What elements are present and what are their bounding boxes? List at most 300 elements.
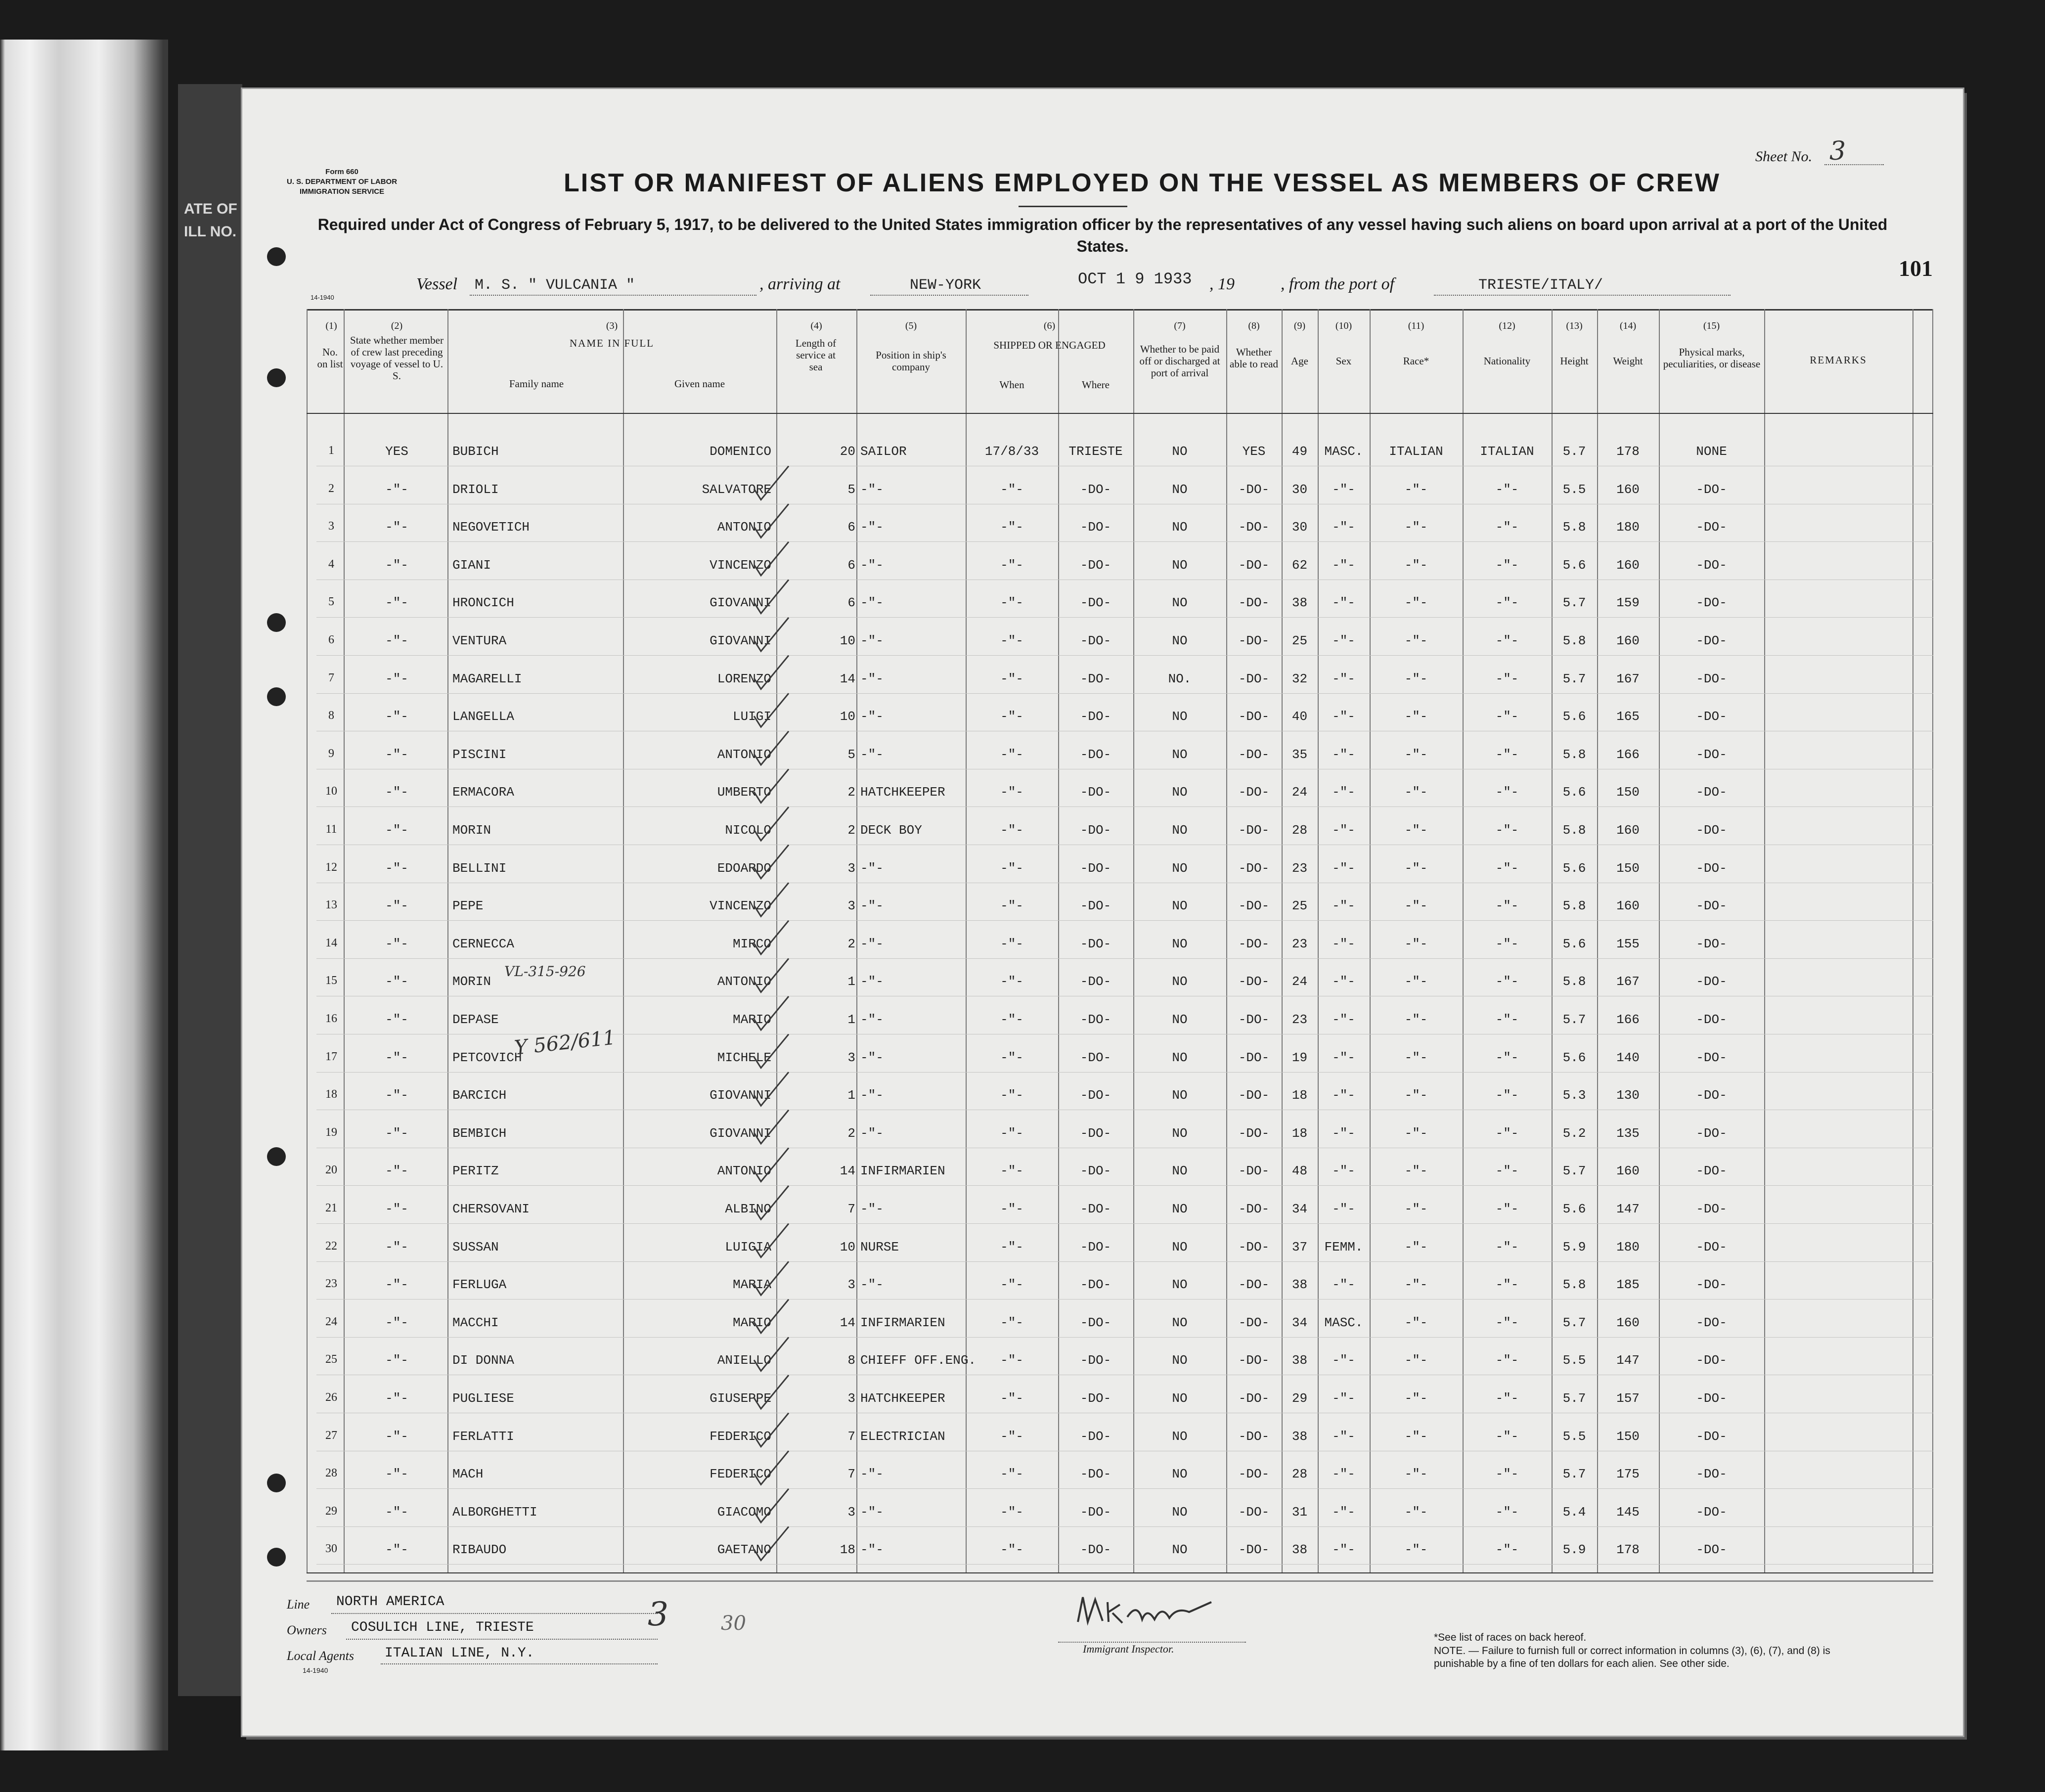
cell-read: -DO- xyxy=(1238,898,1270,914)
cell-where: -DO- xyxy=(1080,671,1111,686)
line-value: NORTH AMERICA xyxy=(336,1594,445,1610)
cell-sex: -"- xyxy=(1332,785,1355,800)
cell-height: 5.7 xyxy=(1562,1164,1586,1179)
cell-no: 4 xyxy=(328,557,334,571)
cell-age: 30 xyxy=(1291,482,1308,497)
cell-sex: -"- xyxy=(1332,974,1355,989)
cell-read: -DO- xyxy=(1238,482,1270,497)
cell-read: -DO- xyxy=(1238,1012,1270,1027)
checkmark xyxy=(754,996,789,1030)
cell-age: 18 xyxy=(1291,1125,1308,1141)
service: IMMIGRATION SERVICE xyxy=(299,187,385,196)
cell-service: 5 xyxy=(847,482,855,497)
cell-where: -DO- xyxy=(1080,785,1111,800)
colnum-6: (6) xyxy=(1043,320,1056,331)
line-label: Line xyxy=(287,1597,310,1612)
cell-position: -"- xyxy=(860,974,884,989)
cell-position: -"- xyxy=(860,1202,884,1216)
col-header-age: Age xyxy=(1291,355,1308,367)
cell-read: -DO- xyxy=(1238,1429,1270,1444)
cell-paid: NO xyxy=(1172,1429,1188,1444)
cell-race: -"- xyxy=(1404,1012,1428,1027)
cell-weight: 130 xyxy=(1616,1088,1640,1103)
checkmark xyxy=(754,504,789,538)
checkmark xyxy=(754,1413,789,1447)
cell-when: -"- xyxy=(1000,1012,1023,1027)
agents-code: 14-1940 xyxy=(303,1666,328,1674)
year-label: , 19 xyxy=(1209,275,1235,293)
cell-height: 5.7 xyxy=(1562,1391,1586,1406)
cell-no: 15 xyxy=(325,974,337,987)
cell-weight: 160 xyxy=(1616,823,1640,838)
cell-marks: -DO- xyxy=(1696,1012,1727,1027)
departure-port: TRIESTE/ITALY/ xyxy=(1478,277,1603,294)
cell-height: 5.8 xyxy=(1562,974,1586,989)
races-note: *See list of races on back hereof. xyxy=(1434,1632,1587,1643)
cell-weight: 185 xyxy=(1616,1277,1640,1293)
cell-age: 18 xyxy=(1291,1088,1308,1103)
cell-no: 9 xyxy=(328,747,334,760)
cell-given: ANTONIO xyxy=(717,520,771,535)
cell-given: MICHELE xyxy=(717,1050,771,1065)
cell-race: -"- xyxy=(1404,1391,1428,1406)
cell-service: 3 xyxy=(847,1504,855,1520)
cell-weight: 178 xyxy=(1616,1542,1640,1558)
cell-read: -DO- xyxy=(1238,1088,1270,1103)
cell-sex: -"- xyxy=(1332,482,1355,497)
cell-service: 1 xyxy=(847,1012,855,1027)
department: U. S. DEPARTMENT OF LABOR xyxy=(287,178,398,186)
cell-sex: -"- xyxy=(1332,860,1355,876)
cell-family: ERMACORA xyxy=(452,785,514,800)
cell-when: -"- xyxy=(1000,595,1023,611)
cell-crew: -"- xyxy=(385,898,408,914)
cell-no: 10 xyxy=(325,785,337,798)
cell-no: 28 xyxy=(325,1467,337,1480)
colnum-11: (11) xyxy=(1408,320,1424,331)
checkmark xyxy=(754,542,789,576)
cell-crew: -"- xyxy=(385,1542,408,1558)
cell-nationality: -"- xyxy=(1495,520,1519,535)
cell-race: -"- xyxy=(1404,747,1428,762)
cell-age: 35 xyxy=(1291,747,1308,762)
cell-when: -"- xyxy=(1000,709,1023,724)
cell-weight: 160 xyxy=(1616,1164,1640,1179)
cell-marks: -DO- xyxy=(1696,671,1727,686)
cell-no: 12 xyxy=(325,860,337,874)
cell-position: HATCHKEEPER xyxy=(860,1391,945,1406)
cell-nationality: -"- xyxy=(1495,1202,1519,1216)
cell-read: -DO- xyxy=(1238,1239,1270,1254)
col-header-when: When xyxy=(999,379,1024,391)
checkmark xyxy=(754,958,789,992)
cell-paid: NO xyxy=(1172,709,1188,724)
cell-nationality: -"- xyxy=(1495,1391,1519,1406)
cell-weight: 167 xyxy=(1616,974,1640,989)
cell-position: -"- xyxy=(860,936,884,951)
cell-race: -"- xyxy=(1404,482,1428,497)
cell-paid: NO xyxy=(1172,444,1188,459)
cell-service: 10 xyxy=(840,1239,855,1254)
cell-where: -DO- xyxy=(1080,595,1111,611)
cell-age: 25 xyxy=(1291,633,1308,648)
cell-service: 6 xyxy=(847,557,855,573)
checkmark xyxy=(754,1261,789,1295)
colnum-14: (14) xyxy=(1619,320,1637,331)
colnum-3: (3) xyxy=(606,320,618,331)
col-header-read: Whether able to read xyxy=(1230,346,1278,370)
cell-age: 31 xyxy=(1291,1504,1308,1520)
cell-nationality: -"- xyxy=(1495,860,1519,876)
cell-where: -DO- xyxy=(1080,1239,1111,1254)
cell-family: BELLINI xyxy=(452,860,507,876)
cell-where: -DO- xyxy=(1080,1429,1111,1444)
cell-nationality: -"- xyxy=(1495,1239,1519,1254)
cell-read: -DO- xyxy=(1238,1315,1270,1330)
cell-age: 25 xyxy=(1291,898,1308,914)
cell-where: -DO- xyxy=(1080,974,1111,989)
cell-crew: -"- xyxy=(385,785,408,800)
cell-crew: -"- xyxy=(385,595,408,611)
colnum-9: (9) xyxy=(1293,320,1306,331)
cell-race: -"- xyxy=(1404,785,1428,800)
cell-nationality: -"- xyxy=(1495,671,1519,686)
cell-sex: -"- xyxy=(1332,1391,1355,1406)
cell-read: -DO- xyxy=(1238,1125,1270,1141)
cell-weight: 166 xyxy=(1616,1012,1640,1027)
line-underline xyxy=(331,1613,658,1614)
cell-marks: -DO- xyxy=(1696,1239,1727,1254)
handwritten-sheet-count: 3 xyxy=(648,1595,668,1633)
cell-no: 14 xyxy=(325,936,337,949)
cell-when: -"- xyxy=(1000,1164,1023,1179)
cell-where: -DO- xyxy=(1080,1467,1111,1482)
arrival-date: OCT 1 9 1933 xyxy=(1078,270,1192,288)
cell-weight: 159 xyxy=(1616,595,1640,611)
cell-read: -DO- xyxy=(1238,520,1270,535)
agents-underline xyxy=(381,1663,658,1664)
cell-paid: NO xyxy=(1172,898,1188,914)
cell-marks: -DO- xyxy=(1696,1164,1727,1179)
cell-position: -"- xyxy=(860,557,884,573)
arriving-port: NEW-YORK xyxy=(910,277,981,294)
checkmark xyxy=(754,807,789,841)
cell-height: 5.5 xyxy=(1562,1353,1586,1368)
cell-given: LORENZO xyxy=(717,671,771,686)
colnum-1: (1) xyxy=(325,320,337,331)
cell-height: 5.9 xyxy=(1562,1542,1586,1558)
checkmark xyxy=(754,769,789,803)
cell-when: -"- xyxy=(1000,1277,1023,1293)
cell-when: -"- xyxy=(1000,1125,1023,1141)
cell-position: -"- xyxy=(860,633,884,648)
checkmark xyxy=(754,466,789,500)
cell-read: -DO- xyxy=(1238,671,1270,686)
cell-marks: -DO- xyxy=(1696,482,1727,497)
cell-crew: -"- xyxy=(385,671,408,686)
cell-family: PUGLIESE xyxy=(452,1391,514,1406)
cell-read: -DO- xyxy=(1238,595,1270,611)
cell-position: -"- xyxy=(860,1088,884,1103)
cell-given: MARIO xyxy=(732,1012,771,1027)
cell-age: 40 xyxy=(1291,709,1308,724)
cell-nationality: -"- xyxy=(1495,785,1519,800)
cell-no: 30 xyxy=(325,1542,337,1556)
cell-crew: -"- xyxy=(385,1315,408,1330)
cell-crew: -"- xyxy=(385,1202,408,1216)
arriving-label: , arriving at xyxy=(759,275,841,293)
cell-given: DOMENICO xyxy=(710,444,771,459)
cell-family: DI DONNA xyxy=(452,1353,514,1368)
cell-paid: NO xyxy=(1172,1239,1188,1254)
cell-race: -"- xyxy=(1404,1239,1428,1254)
cell-height: 5.6 xyxy=(1562,1202,1586,1216)
handwritten-total: 30 xyxy=(721,1612,746,1635)
cell-read: -DO- xyxy=(1238,974,1270,989)
checkmark xyxy=(754,1224,789,1257)
cell-height: 5.7 xyxy=(1562,444,1586,459)
cell-no: 1 xyxy=(328,444,334,457)
cell-given: GIUSEPPE xyxy=(710,1391,771,1406)
cell-no: 6 xyxy=(328,633,334,646)
cell-paid: NO xyxy=(1172,1050,1188,1065)
cell-age: 49 xyxy=(1291,444,1308,459)
cell-age: 34 xyxy=(1291,1315,1308,1330)
cell-sex: -"- xyxy=(1332,936,1355,951)
cell-race: -"- xyxy=(1404,1467,1428,1482)
cell-age: 32 xyxy=(1291,671,1308,686)
cell-where: -DO- xyxy=(1080,1504,1111,1520)
cell-given: ANTONIO xyxy=(717,1164,771,1179)
cell-age: 24 xyxy=(1291,785,1308,800)
cell-when: -"- xyxy=(1000,1088,1023,1103)
cell-position: INFIRMARIEN xyxy=(860,1164,945,1179)
cell-read: -DO- xyxy=(1238,1202,1270,1216)
checkmark xyxy=(754,580,789,613)
cell-crew: -"- xyxy=(385,1429,408,1444)
cell-position: -"- xyxy=(860,1125,884,1141)
cell-height: 5.4 xyxy=(1562,1504,1586,1520)
cell-marks: -DO- xyxy=(1696,595,1727,611)
cell-given: MARIA xyxy=(732,1277,771,1293)
cell-sex: -"- xyxy=(1332,1088,1355,1103)
cell-given: SALVATORE xyxy=(702,482,771,497)
cell-service: 5 xyxy=(847,747,855,762)
col-header-no: No. on list xyxy=(317,346,343,370)
cell-crew: -"- xyxy=(385,520,408,535)
cell-given: FEDERICO xyxy=(710,1429,771,1444)
cell-nationality: -"- xyxy=(1495,974,1519,989)
inspector-signature xyxy=(1073,1592,1221,1647)
penalty-note: NOTE. — Failure to furnish full or correct information in columns (3), (6), (7), and (8) is punishable by a fine of ten dollars for each alien. See other side. xyxy=(1434,1645,1830,1669)
cell-read: -DO- xyxy=(1238,709,1270,724)
cell-marks: -DO- xyxy=(1696,1353,1727,1368)
vessel-label: Vessel xyxy=(416,275,458,293)
colnum-15: (15) xyxy=(1703,320,1720,331)
cell-family: MACCHI xyxy=(452,1315,499,1330)
cell-when: -"- xyxy=(1000,671,1023,686)
cell-paid: NO xyxy=(1172,1088,1188,1103)
cell-nationality: -"- xyxy=(1495,898,1519,914)
cell-family: RIBAUDO xyxy=(452,1542,507,1558)
page-title: LIST OR MANIFEST OF ALIENS EMPLOYED ON THE VESSEL AS MEMBERS OF CREW xyxy=(564,169,1721,197)
cell-position: -"- xyxy=(860,709,884,724)
cell-service: 7 xyxy=(847,1467,855,1482)
handwritten-note-b: Y 562/611 xyxy=(513,1026,617,1060)
cell-family: PISCINI xyxy=(452,747,507,762)
cell-marks: -DO- xyxy=(1696,785,1727,800)
cell-crew: -"- xyxy=(385,860,408,876)
cell-when: -"- xyxy=(1000,1429,1023,1444)
cell-weight: 135 xyxy=(1616,1125,1640,1141)
cell-family: CERNECCA xyxy=(452,936,514,951)
cell-marks: -DO- xyxy=(1696,709,1727,724)
cell-read: -DO- xyxy=(1238,785,1270,800)
cell-no: 8 xyxy=(328,709,334,722)
cell-read: YES xyxy=(1242,444,1266,459)
cell-no: 26 xyxy=(325,1391,337,1404)
cell-service: 7 xyxy=(847,1429,855,1444)
cell-family: MACH xyxy=(452,1467,484,1482)
cell-paid: NO xyxy=(1172,482,1188,497)
cell-where: -DO- xyxy=(1080,860,1111,876)
checkmark xyxy=(754,1299,789,1333)
cell-age: 38 xyxy=(1291,1353,1308,1368)
colnum-7: (7) xyxy=(1174,320,1186,331)
cell-given: VINCENZO xyxy=(710,557,771,573)
cell-nationality: -"- xyxy=(1495,1429,1519,1444)
cell-nationality: ITALIAN xyxy=(1480,444,1534,459)
cell-marks: -DO- xyxy=(1696,1315,1727,1330)
cell-sex: -"- xyxy=(1332,671,1355,686)
cell-nationality: -"- xyxy=(1495,1012,1519,1027)
cell-sex: -"- xyxy=(1332,1429,1355,1444)
cell-weight: 180 xyxy=(1616,520,1640,535)
cell-given: ALBINO xyxy=(725,1202,771,1216)
cell-position: HATCHKEEPER xyxy=(860,785,945,800)
cell-read: -DO- xyxy=(1238,1353,1270,1368)
owners-label: Owners xyxy=(287,1623,327,1637)
checkmark xyxy=(754,731,789,765)
cell-weight: 155 xyxy=(1616,936,1640,951)
cell-weight: 175 xyxy=(1616,1467,1640,1482)
checkmark xyxy=(754,693,789,727)
page-subtitle: Required under Act of Congress of February 5, 1917, to be delivered to the United States immigration officer by the representatives of any vessel having such aliens on board upon arrival at a port of the United States. xyxy=(317,216,1888,255)
cell-marks: -DO- xyxy=(1696,1542,1727,1558)
cell-marks: -DO- xyxy=(1696,1202,1727,1216)
cell-no: 17 xyxy=(325,1050,337,1063)
cell-marks: -DO- xyxy=(1696,823,1727,838)
page-corner-number: 101 xyxy=(1899,256,1933,281)
cell-marks: -DO- xyxy=(1696,747,1727,762)
colnum-2: (2) xyxy=(391,320,403,331)
cell-family: PETCOVICH xyxy=(452,1050,522,1065)
cell-marks: -DO- xyxy=(1696,898,1727,914)
cell-given: ANIELLO xyxy=(717,1353,771,1368)
cell-race: -"- xyxy=(1404,1050,1428,1065)
col-header-marks: Physical marks, peculiarities, or disease xyxy=(1663,346,1761,370)
cell-paid: NO xyxy=(1172,1353,1188,1368)
checkmark xyxy=(754,921,789,954)
cell-no: 3 xyxy=(328,520,334,533)
cell-race: -"- xyxy=(1404,595,1428,611)
cell-no: 19 xyxy=(325,1125,337,1139)
cell-race: -"- xyxy=(1404,860,1428,876)
cell-paid: NO xyxy=(1172,747,1188,762)
cell-service: 3 xyxy=(847,860,855,876)
cell-family: DEPASE xyxy=(452,1012,499,1027)
cell-height: 5.5 xyxy=(1562,1429,1586,1444)
cell-crew: -"- xyxy=(385,633,408,648)
cell-weight: 180 xyxy=(1616,1239,1640,1254)
cell-where: -DO- xyxy=(1080,1202,1111,1216)
cell-nationality: -"- xyxy=(1495,823,1519,838)
cell-sex: -"- xyxy=(1332,1012,1355,1027)
checkmark xyxy=(754,1489,789,1523)
col-header-given-name: Given name xyxy=(674,378,725,390)
cell-family: SUSSAN xyxy=(452,1239,499,1254)
cell-height: 5.6 xyxy=(1562,936,1586,951)
cell-given: GIOVANNI xyxy=(710,595,771,611)
colnum-10: (10) xyxy=(1335,320,1352,331)
cell-family: BARCICH xyxy=(452,1088,507,1103)
cell-given: GIOVANNI xyxy=(710,633,771,648)
cell-paid: NO xyxy=(1172,974,1188,989)
cell-family: MORIN xyxy=(452,974,491,989)
cell-nationality: -"- xyxy=(1495,747,1519,762)
col-header-service: Length of service at sea xyxy=(795,337,837,373)
cell-when: -"- xyxy=(1000,823,1023,838)
cell-where: -DO- xyxy=(1080,1050,1111,1065)
cell-age: 29 xyxy=(1291,1391,1308,1406)
cell-when: -"- xyxy=(1000,898,1023,914)
cell-nationality: -"- xyxy=(1495,482,1519,497)
cell-where: TRIESTE xyxy=(1068,444,1123,459)
cell-race: -"- xyxy=(1404,520,1428,535)
cell-age: 62 xyxy=(1291,557,1308,573)
col-header-crew-member: State whether member of crew last preceding voyage of vessel to U. S. xyxy=(350,334,444,382)
cell-height: 5.8 xyxy=(1562,747,1586,762)
cell-where: -DO- xyxy=(1080,709,1111,724)
cell-height: 5.6 xyxy=(1562,860,1586,876)
cell-height: 5.7 xyxy=(1562,1467,1586,1482)
cell-position: DECK BOY xyxy=(860,823,922,838)
checkmark xyxy=(754,845,789,879)
checkmark xyxy=(754,1526,789,1560)
cell-crew: -"- xyxy=(385,1504,408,1520)
cell-where: -DO- xyxy=(1080,1353,1111,1368)
cell-family: VENTURA xyxy=(452,633,507,648)
port-label: , from the port of xyxy=(1281,275,1395,293)
cell-sex: -"- xyxy=(1332,823,1355,838)
cell-weight: 160 xyxy=(1616,898,1640,914)
colnum-5: (5) xyxy=(905,320,917,331)
checkmark xyxy=(754,1072,789,1106)
cell-height: 5.7 xyxy=(1562,671,1586,686)
cell-service: 3 xyxy=(847,1050,855,1065)
cell-service: 14 xyxy=(840,1164,855,1179)
cell-weight: 150 xyxy=(1616,1429,1640,1444)
cell-position: SAILOR xyxy=(860,444,907,459)
cell-service: 3 xyxy=(847,1277,855,1293)
cell-sex: -"- xyxy=(1332,633,1355,648)
cell-paid: NO xyxy=(1172,785,1188,800)
cell-where: -DO- xyxy=(1080,482,1111,497)
cell-service: 1 xyxy=(847,974,855,989)
cell-paid: NO xyxy=(1172,1202,1188,1216)
cell-no: 16 xyxy=(325,1012,337,1025)
cell-weight: 157 xyxy=(1616,1391,1640,1406)
